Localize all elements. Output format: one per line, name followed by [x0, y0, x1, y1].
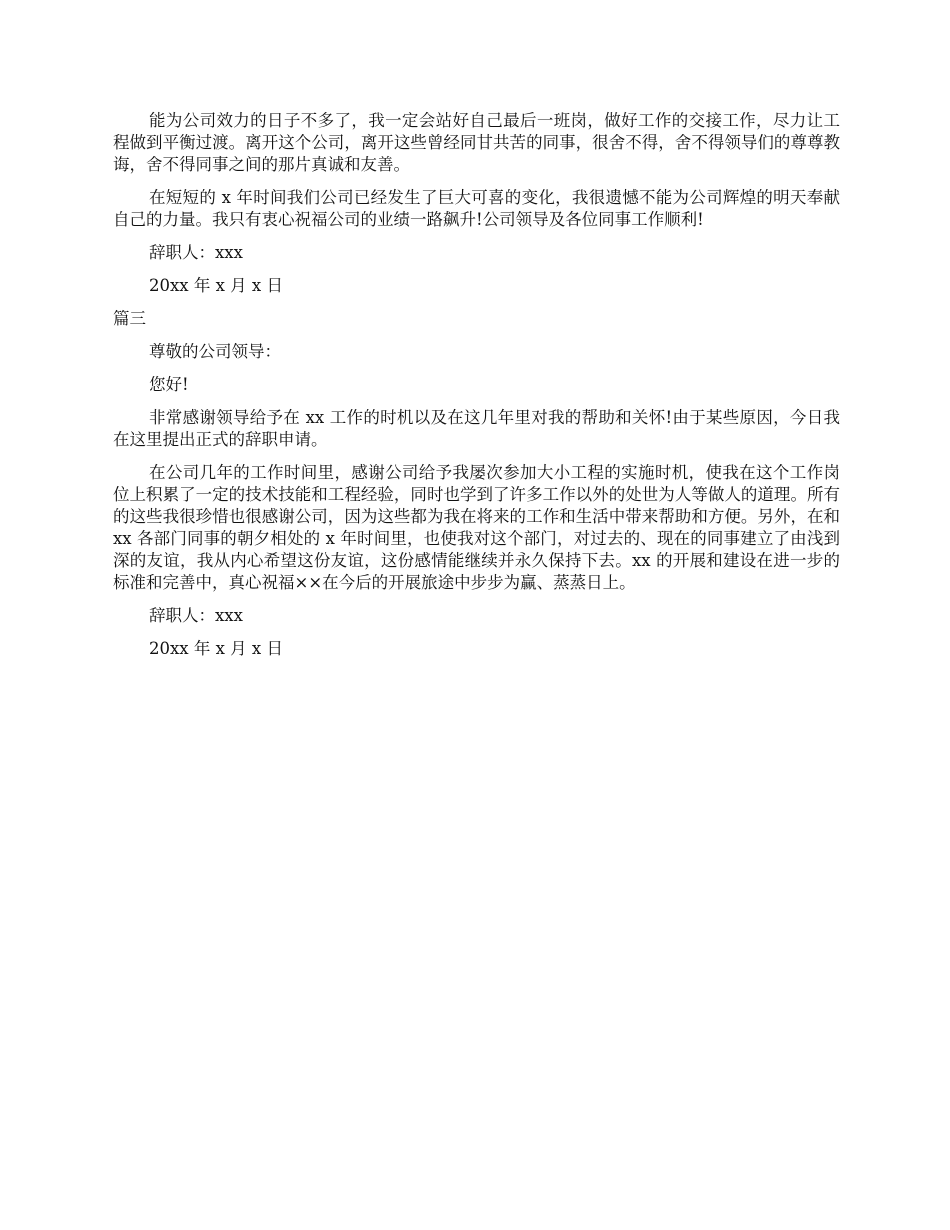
- salutation: 尊敬的公司领导：: [149, 342, 281, 361]
- signature-line: 辞职人：xxx: [149, 243, 243, 262]
- date-line: 20xx 年 x 月 x 日: [149, 276, 283, 295]
- greeting: 您好!: [149, 375, 189, 394]
- paragraph: 在短短的 x 年时间我们公司已经发生了巨大可喜的变化，我很遗憾不能为公司辉煌的明天奉献自己的力量。我只有衷心祝福公司的业绩一路飙升!公司领导及各位同事工作顺利!: [113, 188, 840, 229]
- paragraph: 非常感谢领导给予在 xx 工作的时机以及在这几年里对我的帮助和关怀!由于某些原因，今日我在这里提出正式的辞职申请。: [113, 408, 840, 449]
- document-page: [113, 110, 840, 671]
- paragraph: 能为公司效力的日子不多了，我一定会站好自己最后一班岗，做好工作的交接工作，尽力让工程做到平衡过渡。离开这个公司，离开这些曾经同甘共苦的同事，很舍不得，舍不得领导们的尊尊教诲，舍不得同事之间的那片真诚和友善。: [113, 111, 840, 174]
- signature-line: 辞职人：xxx: [149, 606, 243, 625]
- paragraph: 在公司几年的工作时间里，感谢公司给予我屡次参加大小工程的实施时机，使我在这个工作岗位上积累了一定的技术技能和工程经验，同时也学到了许多工作以外的处世为人等做人的道理。所有的这些我很珍惜也很感谢公司，因为这些都为我在将来的工作和生活中带来帮助和方便。另外，在和 xx 各部门同事的朝夕相处的 x 年时间里，也使我对这个部门，对过去的、现在的同事建立了由浅到深的友谊，我从内心希望这份友谊，这份感情能继续并永久保持下去。xx 的开展和建设在进一步的标准和完善中，真心祝福××在今后的开展旅途中步步为赢、蒸蒸日上。: [113, 463, 840, 592]
- date-line: 20xx 年 x 月 x 日: [149, 639, 283, 658]
- section-heading: 篇三: [113, 309, 146, 328]
